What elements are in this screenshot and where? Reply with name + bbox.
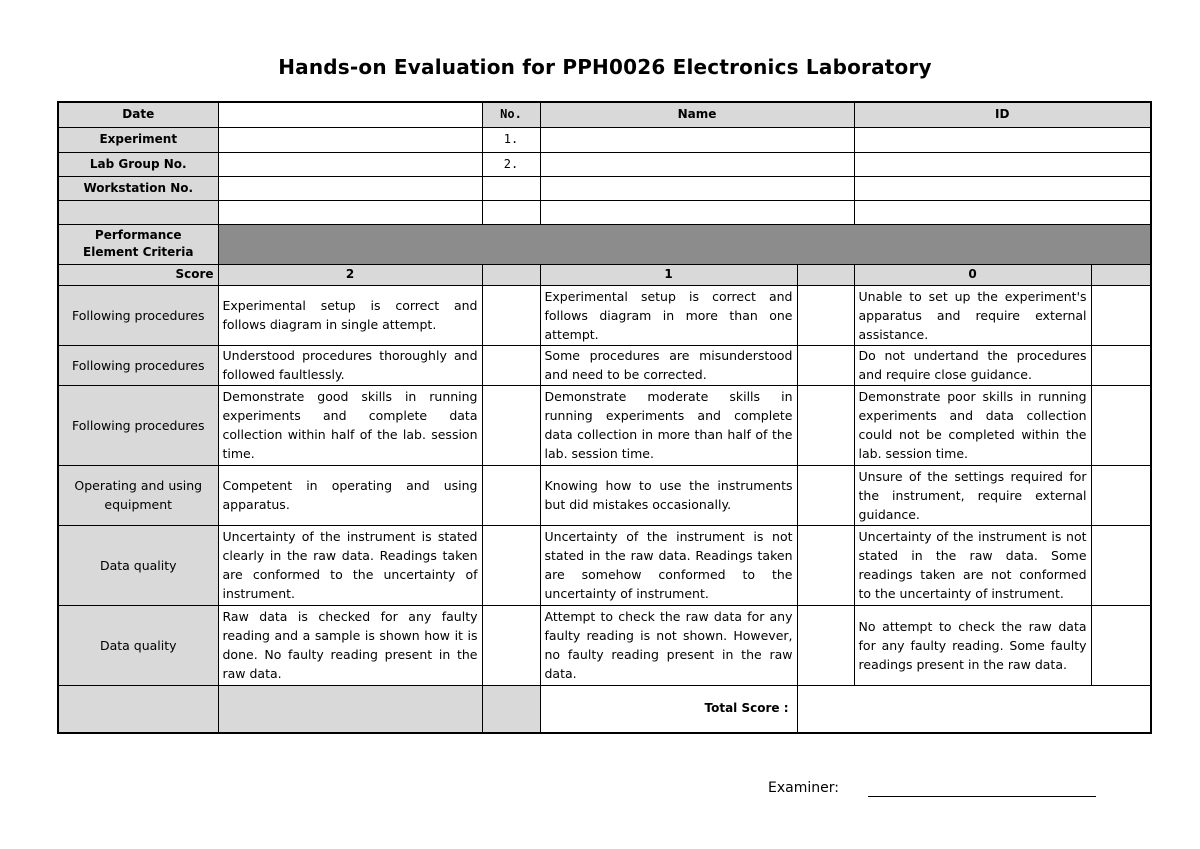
criteria-row: [58, 385, 1151, 465]
score-2-header: 2: [218, 264, 482, 285]
student-1-id-field[interactable]: [854, 127, 1151, 152]
score-1-description: Uncertainty of the instrument is not stated in the raw data. Readings taken are somehow conformed to the uncertainty of instrument.: [540, 525, 797, 605]
criterion-name: Following procedures: [58, 385, 218, 465]
score-0-description: Do not undertand the procedures and require close guidance.: [854, 345, 1091, 385]
criteria-row: [58, 285, 1151, 345]
blank-cell: [218, 200, 482, 224]
experiment-row: [58, 127, 1151, 152]
page-title: Hands-on Evaluation for PPH0026 Electronics Laboratory: [278, 55, 932, 79]
blank-cell: [482, 264, 540, 285]
blank-cell: [854, 176, 1151, 200]
score-0-mark-cell[interactable]: [1091, 525, 1151, 605]
student-2-id-field[interactable]: [854, 152, 1151, 176]
criterion-name: Following procedures: [58, 345, 218, 385]
criteria-row: [58, 525, 1151, 605]
blank-cell: [482, 685, 540, 733]
experiment-field[interactable]: [218, 127, 482, 152]
score-0-description: Demonstrate poor skills in running experiments and data collection could not be completed within the lab. session time.: [854, 385, 1091, 465]
examiner-signature-line[interactable]: [868, 796, 1096, 797]
performance-criteria-label: [58, 224, 218, 264]
score-1-mark-cell[interactable]: [797, 285, 854, 345]
score-1-mark-cell[interactable]: [797, 465, 854, 525]
blank-cell: [540, 176, 854, 200]
criterion-name: Data quality: [58, 525, 218, 605]
blank-cell: [482, 200, 540, 224]
blank-cell: [58, 685, 218, 733]
score-2-description: Competent in operating and using apparatus.: [218, 465, 482, 525]
blank-cell: [218, 685, 482, 733]
score-2-mark-cell[interactable]: [482, 385, 540, 465]
score-0-mark-cell[interactable]: [1091, 345, 1151, 385]
score-1-mark-cell[interactable]: [797, 605, 854, 685]
total-score-label: Total Score :: [540, 685, 797, 733]
lab-group-field[interactable]: [218, 152, 482, 176]
performance-header-row: [58, 224, 1151, 264]
criterion-name: Operating and using equipment: [58, 465, 218, 525]
criteria-row: [58, 345, 1151, 385]
score-2-mark-cell[interactable]: [482, 285, 540, 345]
score-1-mark-cell[interactable]: [797, 385, 854, 465]
blank-cell: [797, 264, 854, 285]
blank-cell: [482, 176, 540, 200]
score-2-description: Demonstrate good skills in running experiments and complete data collection within half of the lab. session time.: [218, 385, 482, 465]
student-2-number: 2.: [482, 152, 540, 176]
score-2-mark-cell[interactable]: [482, 345, 540, 385]
score-2-mark-cell[interactable]: [482, 525, 540, 605]
score-1-description: Demonstrate moderate skills in running experiments and complete data collection in more than half of the lab. session time.: [540, 385, 797, 465]
lab-group-label: Lab Group No.: [58, 152, 218, 176]
id-label: ID: [854, 102, 1151, 127]
evaluation-table: [57, 101, 1152, 734]
experiment-label: Experiment: [58, 127, 218, 152]
score-2-mark-cell[interactable]: [482, 605, 540, 685]
score-2-description: Experimental setup is correct and follows diagram in single attempt.: [218, 285, 482, 345]
score-label: Score: [58, 264, 218, 285]
score-0-mark-cell[interactable]: [1091, 465, 1151, 525]
workstation-field[interactable]: [218, 176, 482, 200]
total-score-field[interactable]: [797, 685, 1151, 733]
score-0-description: Unsure of the settings required for the instrument, require external guidance.: [854, 465, 1091, 525]
no-label: No.: [482, 102, 540, 127]
blank-cell: [1091, 264, 1151, 285]
score-1-description: Attempt to check the raw data for any faulty reading is not shown. However, no faulty reading present in the raw data.: [540, 605, 797, 685]
blank-cell: [540, 200, 854, 224]
blank-cell: [58, 200, 218, 224]
workstation-row: [58, 176, 1151, 200]
total-score-row: [58, 685, 1151, 733]
performance-label-line-1: Performance: [94, 228, 182, 242]
score-2-description: Raw data is checked for any faulty reading and a sample is shown how it is done. No faulty reading present in the raw data.: [218, 605, 482, 685]
score-2-mark-cell[interactable]: [482, 465, 540, 525]
score-0-mark-cell[interactable]: [1091, 285, 1151, 345]
score-1-description: Experimental setup is correct and follows diagram in more than one attempt.: [540, 285, 797, 345]
spacer-row: [58, 200, 1151, 224]
criteria-row: [58, 605, 1151, 685]
score-1-header: 1: [540, 264, 797, 285]
performance-label-line-2: Element Criteria: [83, 245, 194, 259]
blank-cell: [854, 200, 1151, 224]
shaded-band: [218, 224, 1151, 264]
score-0-description: Unable to set up the experiment's apparatus and require external assistance.: [854, 285, 1091, 345]
examiner-label: Examiner:: [768, 780, 839, 796]
workstation-label: Workstation No.: [58, 176, 218, 200]
criterion-name: Following procedures: [58, 285, 218, 345]
student-1-number: 1.: [482, 127, 540, 152]
criterion-name: Data quality: [58, 605, 218, 685]
score-0-description: No attempt to check the raw data for any faulty reading. Some faulty readings present in the raw data.: [854, 605, 1091, 685]
date-field[interactable]: [218, 102, 482, 127]
score-2-description: Understood procedures thoroughly and followed faultlessly.: [218, 345, 482, 385]
date-label: Date: [58, 102, 218, 127]
score-1-mark-cell[interactable]: [797, 525, 854, 605]
score-0-description: Uncertainty of the instrument is not stated in the raw data. Some readings taken are not conformed to the uncertainty of instrument.: [854, 525, 1091, 605]
header-row: [58, 102, 1151, 127]
student-2-name-field[interactable]: [540, 152, 854, 176]
student-1-name-field[interactable]: [540, 127, 854, 152]
lab-group-row: [58, 152, 1151, 176]
score-0-mark-cell[interactable]: [1091, 605, 1151, 685]
score-0-mark-cell[interactable]: [1091, 385, 1151, 465]
score-1-description: Some procedures are misunderstood and need to be corrected.: [540, 345, 797, 385]
score-2-description: Uncertainty of the instrument is stated clearly in the raw data. Readings taken are conformed to the uncertainty of instrument.: [218, 525, 482, 605]
score-1-mark-cell[interactable]: [797, 345, 854, 385]
criteria-row: [58, 465, 1151, 525]
score-0-header: 0: [854, 264, 1091, 285]
name-label: Name: [540, 102, 854, 127]
score-header-row: [58, 264, 1151, 285]
score-1-description: Knowing how to use the instruments but did mistakes occasionally.: [540, 465, 797, 525]
